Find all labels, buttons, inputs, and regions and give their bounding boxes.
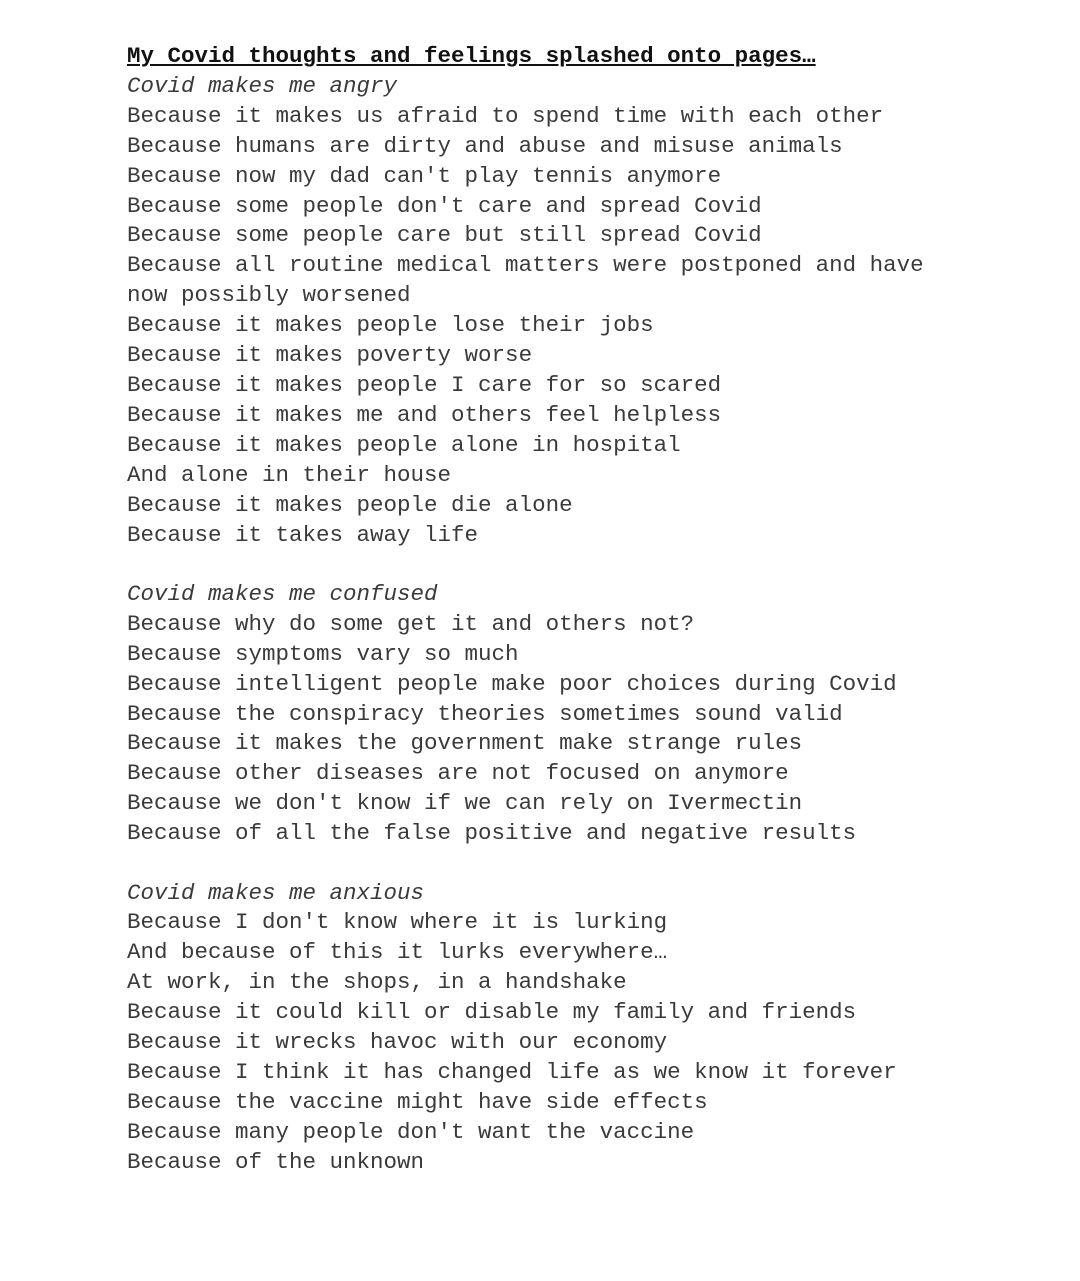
section-spacer: [127, 550, 1047, 580]
text-line: Because of the unknown: [127, 1148, 425, 1175]
text-line: now possibly worsened: [127, 282, 411, 309]
text-line: Because it makes me and others feel helpless: [127, 401, 722, 428]
document-body: [127, 42, 1047, 1178]
text-line: Because many people don't want the vaccine: [127, 1118, 695, 1145]
text-line: Because of all the false positive and negative results: [127, 820, 857, 847]
text-line: Because it could kill or disable my family and friends: [127, 999, 857, 1026]
text-line: Because it takes away life: [127, 521, 479, 548]
text-line: Because it makes people lose their jobs: [127, 312, 654, 339]
section-angry: [127, 72, 1047, 551]
text-line: And alone in their house: [127, 461, 452, 488]
text-line: Because all routine medical matters were postponed and have: [127, 252, 924, 279]
section-heading: Covid makes me confused: [127, 580, 438, 607]
text-line: Because it makes people die alone: [127, 491, 573, 518]
text-line: Because some people care but still spread Covid: [127, 222, 762, 249]
section-heading: Covid makes me anxious: [127, 879, 425, 906]
document-title: My Covid thoughts and feelings splashed onto pages…: [127, 43, 816, 69]
text-line: Because humans are dirty and abuse and misuse animals: [127, 132, 843, 159]
text-line: Because it makes the government make strange rules: [127, 730, 803, 757]
section-spacer: [127, 849, 1047, 879]
text-line: Because it makes people I care for so scared: [127, 371, 722, 398]
section-confused: [127, 580, 1047, 849]
text-line: Because I don't know where it is lurking: [127, 909, 668, 936]
text-line: Because some people don't care and spread Covid: [127, 192, 762, 219]
text-line: Because the conspiracy theories sometimes sound valid: [127, 700, 843, 727]
text-line: Because it makes people alone in hospital: [127, 431, 681, 458]
text-line: Because symptoms vary so much: [127, 640, 519, 667]
text-line: Because it wrecks havoc with our economy: [127, 1029, 668, 1056]
text-line: Because I think it has changed life as we know it forever: [127, 1059, 897, 1085]
text-line: And because of this it lurks everywhere…: [127, 939, 668, 966]
text-line: Because why do some get it and others not?: [127, 610, 695, 637]
text-line: Because the vaccine might have side effects: [127, 1088, 708, 1115]
text-line: Because we don't know if we can rely on Ivermectin: [127, 790, 803, 817]
text-line: Because it makes us afraid to spend time with each other: [127, 102, 884, 129]
section-anxious: [127, 879, 1047, 1178]
text-line: Because intelligent people make poor choices during Covid: [127, 670, 897, 697]
section-heading: Covid makes me angry: [127, 72, 398, 99]
text-line: Because now my dad can't play tennis anymore: [127, 162, 722, 189]
text-line: Because it makes poverty worse: [127, 342, 533, 369]
text-line: Because other diseases are not focused on anymore: [127, 760, 789, 787]
text-line: At work, in the shops, in a handshake: [127, 969, 627, 996]
